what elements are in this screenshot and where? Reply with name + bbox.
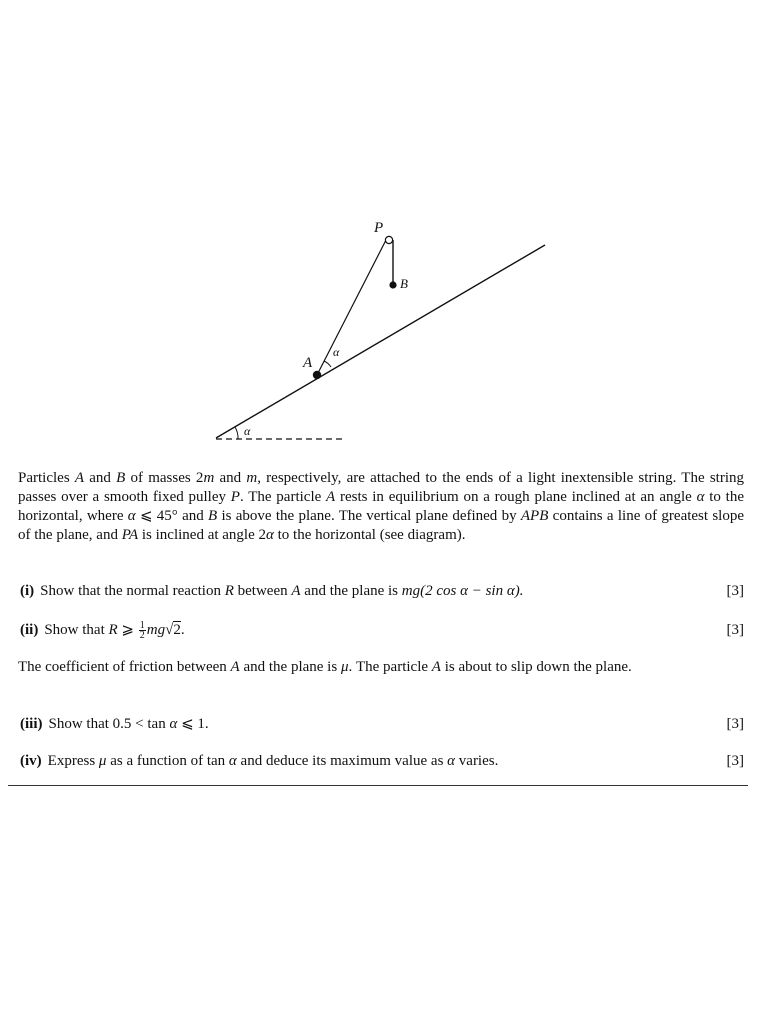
- question-iv: (iv) Express μ as a function of tan α and deduce its maximum value as α varies. [3]: [20, 753, 744, 769]
- question-number: (iii): [20, 716, 43, 732]
- question-ii: (ii) Show that R ⩾ $\frac{1}{2}$ mg√2. [3]: [20, 620, 744, 642]
- marks: [3]: [726, 716, 744, 732]
- label-P: P: [374, 220, 384, 236]
- fraction-half: $\frac{1}{2}$: [139, 620, 145, 642]
- inclined-plane-line: [216, 245, 545, 438]
- label-B: B: [400, 276, 408, 291]
- base-angle-arc: [235, 427, 238, 439]
- normal-reaction-expression: mg(2 cos α − sin α).: [401, 583, 524, 599]
- label-alpha-string: α: [333, 345, 340, 359]
- marks: [3]: [726, 753, 744, 769]
- mechanics-diagram: [0, 0, 768, 460]
- particle-B: [389, 281, 396, 288]
- bottom-rule: [8, 785, 748, 786]
- label-A: A: [303, 355, 313, 371]
- sqrt-sign: √: [165, 622, 174, 638]
- question-number: (ii): [20, 622, 39, 638]
- pulley-P: [385, 236, 392, 243]
- string-angle-arc: [324, 361, 331, 367]
- question-i: (i) Show that the normal reaction R between A and the plane is mg(2 cos α − sin α). [3]: [20, 583, 744, 599]
- marks: [3]: [726, 583, 744, 599]
- marks: [3]: [726, 622, 744, 638]
- label-alpha-base: α: [244, 424, 251, 438]
- intro-paragraph: Particles A and B of masses 2m and m, respectively, are attached to the ends of a light inextensible string. The string passes over a smooth fixed pulley P. The particle A rests in equilibrium on a rough plane inclined at an angle α to the horizontal, where α ⩽ 45° and B is above the plane. The vertical plane defined by APB contains a line of greatest slope of the plane, and PA is inclined at angle 2α to the horizontal (see diagram).: [18, 470, 745, 543]
- particle-A: [313, 371, 321, 379]
- question-iii: (iii) Show that 0.5 < tan α ⩽ 1. [3]: [20, 716, 744, 732]
- string-PA: [317, 240, 386, 375]
- friction-paragraph: The coefficient of friction between A and the plane is μ. The particle A is about to slip down the plane.: [18, 659, 632, 675]
- question-number: (iv): [20, 753, 42, 769]
- question-number: (i): [20, 583, 35, 599]
